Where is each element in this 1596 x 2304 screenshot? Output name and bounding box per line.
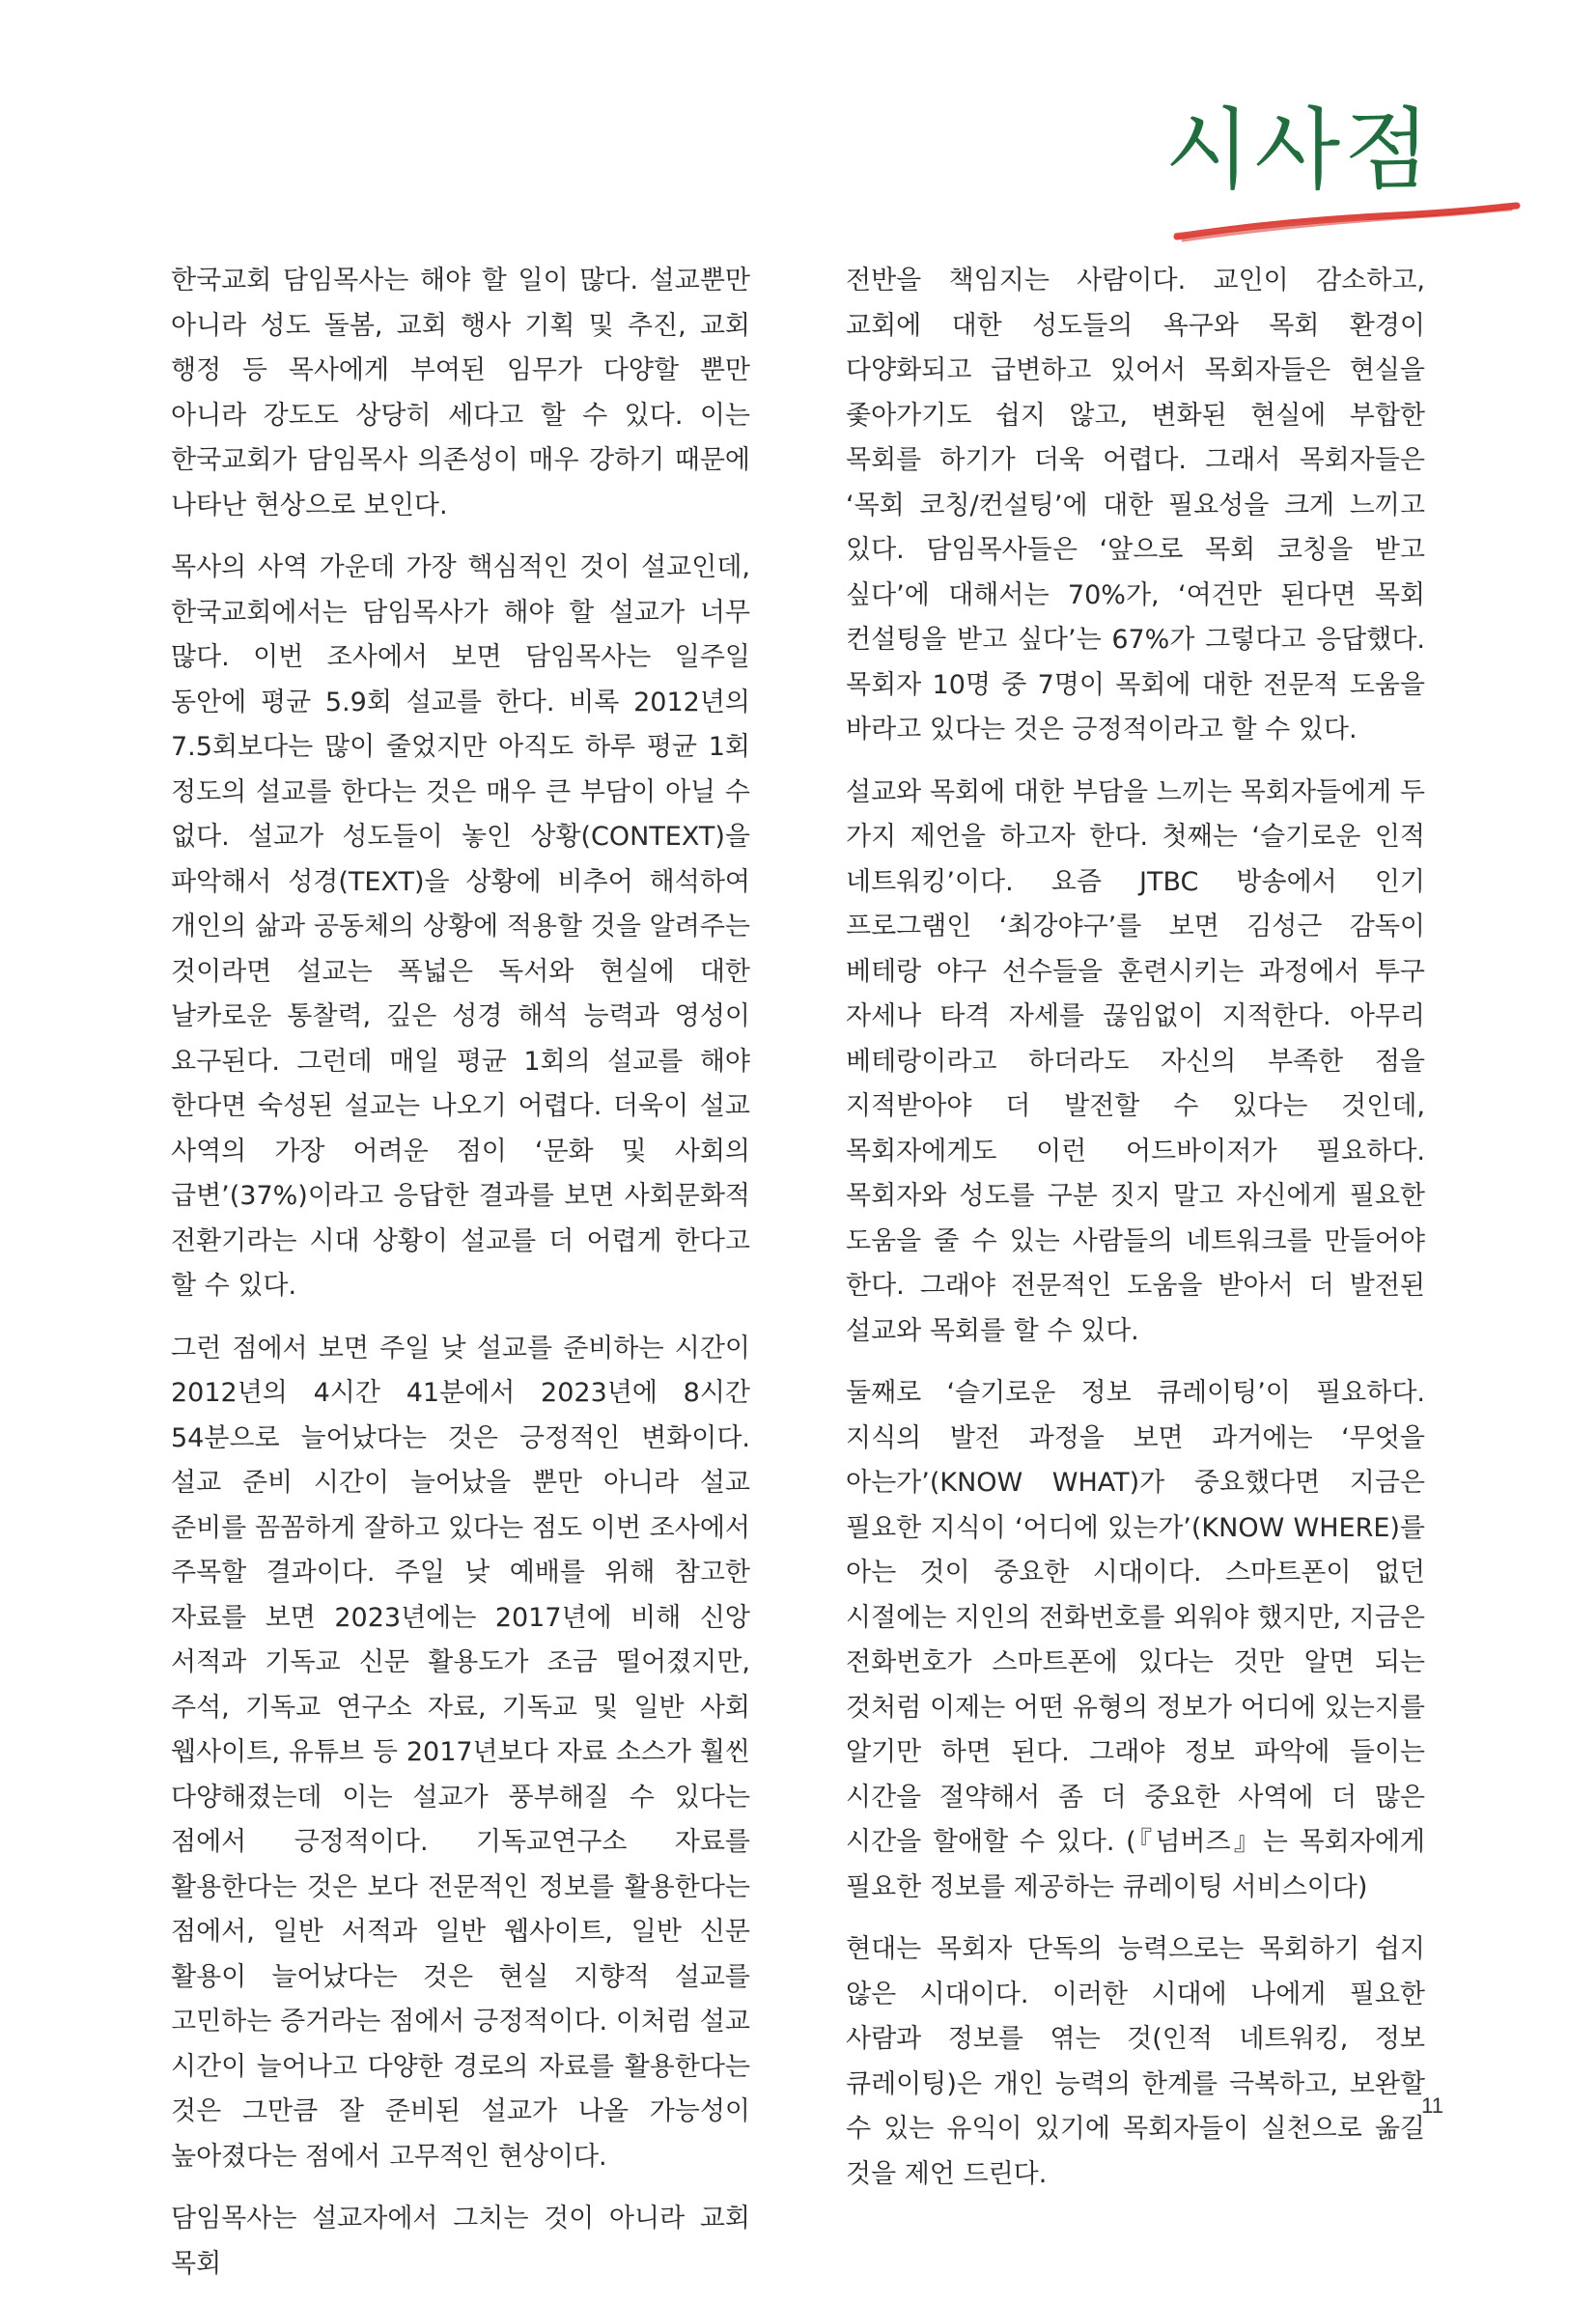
- right-column: [846, 259, 1425, 2214]
- section-heading: 시사점: [1164, 98, 1434, 202]
- paragraph: 현대는 목회자 단독의 능력으로는 목회하기 쉽지 않은 시대이다. 이러한 시대에 나에게 필요한 사람과 정보를 엮는 것(인적 네트워킹, 정보 큐레이팅)은 개인 능력의 한계를 극복하고, 보완할 수 있는 유익이 있기에 목회자들이 실천으로 옮길 것을 제언 드린다.: [846, 1934, 1425, 2189]
- paragraph: 전반을 책임지는 사람이다. 교인이 감소하고, 교회에 대한 성도들의 욕구와 목회 환경이 다양화되고 급변하고 있어서 목회자들은 현실을 좇아가기도 쉽지 않고, 변화된 현실에 부합한 목회를 하기가 더욱 어렵다. 그래서 목회자들은 ‘목회 코칭/컨설팅’에 대한 필요성을 크게 느끼고 있다. 담임목사들은 ‘앞으로 목회 코칭을 받고 싶다’에 대해서는 70%가, ‘여건만 된다면 목회 컨설팅을 받고 싶다’는 67%가 그렇다고 응답했다. 목회자 10명 중 7명이 목회에 대한 전문적 도움을 바라고 있다는 것은 긍정적이라고 할 수 있다.: [846, 266, 1425, 745]
- paragraph: 그런 점에서 보면 주일 낮 설교를 준비하는 시간이 2012년의 4시간 41분에서 2023년에 8시간 54분으로 늘어났다는 것은 긍정적인 변화이다. 설교 준비 시간이 늘어났을 뿐만 아니라 설교 준비를 꼼꼼하게 잘하고 있다는 점도 이번 조사에서 주목할 결과이다. 주일 낮 예배를 위해 참고한 자료를 보면 2023년에는 2017년에 비해 신앙 서적과 기독교 신문 활용도가 조금 떨어졌지만, 주석, 기독교 연구소 자료, 기독교 및 일반 사회 웹사이트, 유튜브 등 2017년보다 자료 소스가 훨씬 다양해졌는데 이는 설교가 풍부해질 수 있다는 점에서 긍정적이다. 기독교연구소 자료를 활용한다는 것은 보다 전문적인 정보를 활용한다는 점에서, 일반 서적과 일반 웹사이트, 일반 신문 활용이 늘어났다는 것은 현실 지향적 설교를 고민하는 증거라는 점에서 긍정적이다. 이처럼 설교 시간이 늘어나고 다양한 경로의 자료를 활용한다는 것은 그만큼 잘 준비된 설교가 나올 가능성이 높아졌다는 점에서 고무적인 현상이다.: [171, 1333, 750, 2172]
- page-number: 11: [1421, 2093, 1443, 2118]
- paragraph: 담임목사는 설교자에서 그치는 것이 아니라 교회 목회: [171, 2204, 750, 2279]
- red-brush-stroke: [1173, 198, 1521, 256]
- paragraph: 둘째로 ‘슬기로운 정보 큐레이팅’이 필요하다. 지식의 발전 과정을 보면 과거에는 ‘무엇을 아는가’(KNOW WHAT)가 중요했다면 지금은 필요한 지식이 ‘어디에 있는가’(KNOW WHERE)를 아는 것이 중요한 시대이다. 스마트폰이 없던 시절에는 지인의 전화번호를 외워야 했지만, 지금은 전화번호가 스마트폰에 있다는 것만 알면 되는 것처럼 이제는 어떤 유형의 정보가 어디에 있는지를 알기만 하면 된다. 그래야 정보 파악에 들이는 시간을 절약해서 좀 더 중요한 사역에 더 많은 시간을 할애할 수 있다. (『넘버즈』는 목회자에게 필요한 정보를 제공하는 큐레이팅 서비스이다): [846, 1378, 1425, 1902]
- paragraph: 설교와 목회에 대한 부담을 느끼는 목회자들에게 두 가지 제언을 하고자 한다. 첫째는 ‘슬기로운 인적 네트워킹’이다. 요즘 JTBC 방송에서 인기 프로그램인 ‘최강야구’를 보면 김성근 감독이 베테랑 야구 선수들을 훈련시키는 과정에서 투구 자세나 타격 자세를 끊임없이 지적한다. 아무리 베테랑이라고 하더라도 자신의 부족한 점을 지적받아야 더 발전할 수 있다는 것인데, 목회자에게도 이런 어드바이저가 필요하다. 목회자와 성도를 구분 짓지 말고 자신에게 필요한 도움을 줄 수 있는 사람들의 네트워크를 만들어야 한다. 그래야 전문적인 도움을 받아서 더 발전된 설교와 목회를 할 수 있다.: [846, 776, 1425, 1346]
- paragraph: 한국교회 담임목사는 해야 할 일이 많다. 설교뿐만 아니라 성도 돌봄, 교회 행사 기획 및 추진, 교회 행정 등 목사에게 부여된 임무가 다양할 뿐만 아니라 강도도 상당히 세다고 할 수 있다. 이는 한국교회가 담임목사 의존성이 매우 강하기 때문에 나타난 현상으로 보인다.: [171, 266, 750, 520]
- paragraph: 목사의 사역 가운데 가장 핵심적인 것이 설교인데, 한국교회에서는 담임목사가 해야 할 설교가 너무 많다. 이번 조사에서 보면 담임목사는 일주일 동안에 평균 5.9회 설교를 한다. 비록 2012년의 7.5회보다는 많이 줄었지만 아직도 하루 평균 1회 정도의 설교를 한다는 것은 매우 큰 부담이 아닐 수 없다. 설교가 성도들이 놓인 상황(CONTEXT)을 파악해서 성경(TEXT)을 상황에 비추어 해석하여 개인의 삶과 공동체의 상황에 적용할 것을 알려주는 것이라면 설교는 폭넓은 독서와 현실에 대한 날카로운 통찰력, 깊은 성경 해석 능력과 영성이 요구된다. 그런데 매일 평균 1회의 설교를 해야 한다면 숙성된 설교는 나오기 어렵다. 더욱이 설교 사역의 가장 어려운 점이 ‘문화 및 사회의 급변’(37%)이라고 응답한 결과를 보면 사회문화적 전환기라는 시대 상황이 설교를 더 어렵게 한다고 할 수 있다.: [171, 552, 750, 1301]
- left-column: [171, 259, 750, 2304]
